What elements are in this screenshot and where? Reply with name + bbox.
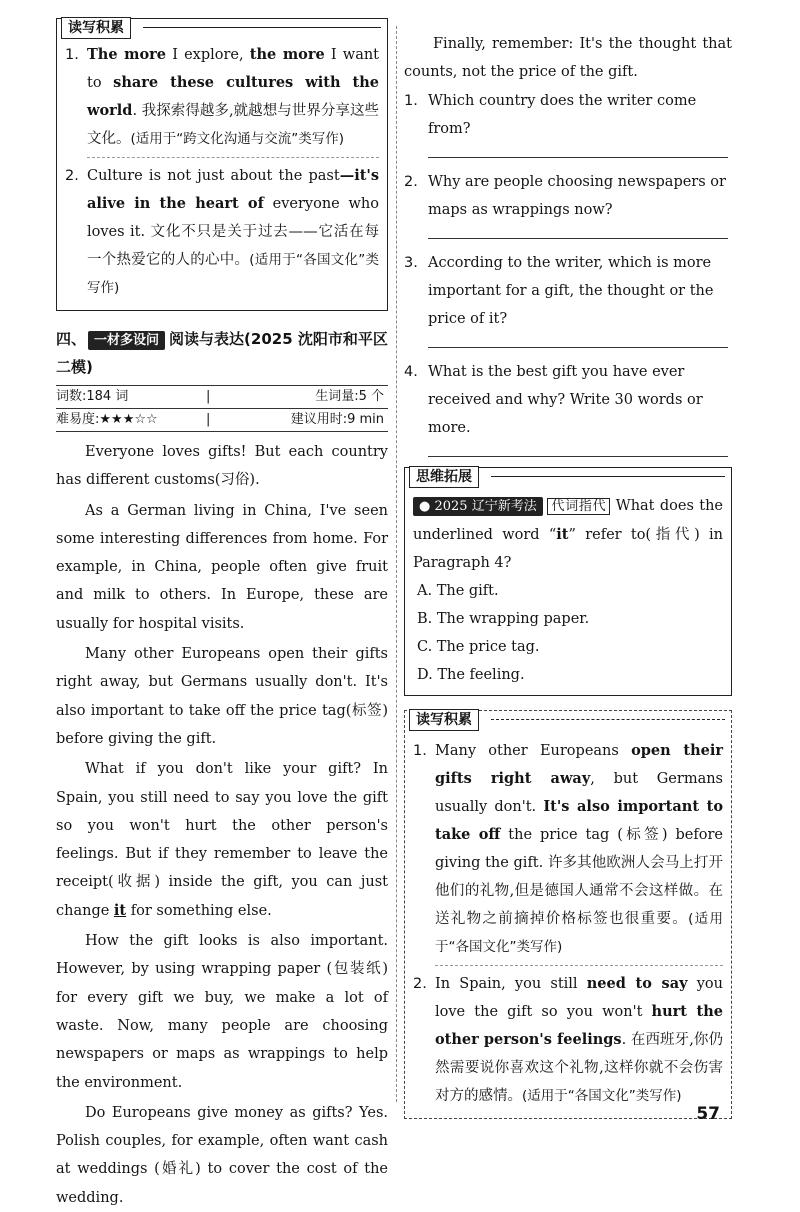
question-text: According to the writer, which is more important for a gift, the thought or the price of it? (428, 254, 714, 327)
item-text (435, 737, 723, 961)
underlined-word: it (113, 901, 127, 919)
bold-phrase: need to say (586, 974, 688, 992)
box-title-rule (491, 719, 725, 720)
section-number: 四、 (56, 330, 87, 348)
box-title: 读写积累 (409, 709, 479, 731)
lightbulb-icon: ● (419, 498, 431, 514)
section-heading (56, 325, 388, 381)
text: for something else. (126, 902, 272, 919)
suggested-time: 建议用时:9 min (290, 412, 384, 427)
bold-word: it (556, 525, 569, 543)
usage-note: (适用于“跨文化沟通与交流”类写作) (130, 131, 345, 147)
box-title: 思维拓展 (409, 466, 479, 488)
question-text: What is the best gift you have ever received and why? Write 30 words or more. (428, 363, 703, 436)
thinking-extension-box (404, 467, 732, 696)
item-number: 2. (65, 168, 79, 184)
item-separator (87, 157, 379, 158)
text: everyone who loves it. 文化不只是关于过去——它活在每一个热爱它的人的心中。 (87, 196, 379, 268)
text: What does the underlined word “ (413, 497, 723, 543)
text: . 我探索得越多,就越想与世界分享这些文化。 (87, 103, 379, 147)
accumulation-box-1 (56, 18, 388, 311)
usage-note: (适用于“各国文化”类写作) (522, 1087, 682, 1104)
new-word-count: 生词量:5 个 (315, 389, 384, 404)
passage-paragraph: How the gift looks is also important. However, by using wrapping paper (包装纸) for every gift we buy, we make a lot of waste. Now, many people are choosing newspapers or maps as wrappings to help the environment. (56, 933, 388, 1091)
text: I want to (87, 47, 380, 91)
text: In Spain, you still (435, 975, 587, 992)
box-title: 读写积累 (61, 17, 131, 39)
question-type-label: 代词指代 (547, 498, 611, 515)
difficulty-rating: 难易度:★★★☆☆ (56, 412, 158, 427)
option-b[interactable]: B. The wrapping paper. (417, 610, 590, 627)
question-number: 3. (404, 254, 418, 271)
passage-paragraph: Many other Europeans open their gifts right away, but Germans usually don't. It's also important to take off the price tag(标签) before giving the gift. (56, 646, 388, 747)
question (404, 168, 732, 224)
text: Culture is not just about the past (87, 168, 340, 184)
text: I explore, (166, 47, 250, 63)
text: you love the gift so you won't (435, 975, 723, 1020)
passage-paragraph: As a German living in China, I've seen some interesting differences from home. For example, in China, people often give fruit and milk to others. In Europe, these are usually for hospital visits. (56, 502, 388, 632)
exam-badge-text: 2025 辽宁新考法 (434, 498, 537, 514)
option-c[interactable]: C. The price tag. (417, 638, 540, 655)
bold-phrase: —it's alive in the heart of (87, 167, 379, 212)
passage-paragraph: Finally, remember: It's the thought that counts, not the price of the gift. (404, 36, 732, 81)
answer-line[interactable] (428, 456, 728, 457)
option-d[interactable]: D. The feeling. (417, 666, 525, 683)
box-title-rule (491, 476, 725, 477)
accumulation-box-2 (404, 710, 732, 1119)
accumulation-item (413, 737, 723, 961)
page-number: 57 (696, 1104, 720, 1124)
accumulation-item (65, 41, 379, 153)
question-text: Why are people choosing newspapers or maps as wrappings now? (428, 173, 726, 218)
question-number: 1. (404, 92, 418, 109)
meta-row (56, 385, 388, 409)
meta-divider: | (206, 389, 211, 404)
passage-paragraph (56, 755, 388, 925)
extension-question (413, 492, 723, 577)
passage-paragraph: Do Europeans give money as gifts? Yes. Polish couples, for example, often want cash at weddings (婚礼) to cover the cost of the wedding. (56, 1104, 388, 1206)
exam-badge (413, 497, 543, 516)
text: What if you don't like your gift? In Spain, you still need to say you love the gift so you won't hurt the other person's feelings. But if they remember to leave the receipt(收据) inside the gift, you can just change (56, 761, 388, 919)
answer-line[interactable] (428, 157, 728, 158)
bold-phrase: The more (87, 46, 167, 63)
item-text (87, 162, 379, 302)
bold-phrase: It's also important to take off (435, 797, 723, 843)
text: , but Germans usually don't. (435, 770, 723, 815)
accumulation-item (65, 162, 379, 302)
left-column (56, 18, 388, 1212)
bold-phrase: hurt the other person's feelings (435, 1002, 723, 1048)
item-number: 1. (65, 47, 79, 63)
right-column (404, 30, 732, 1119)
question (404, 87, 732, 143)
answer-line[interactable] (428, 238, 728, 239)
section-badge: 一材多设问 (88, 331, 165, 350)
usage-note: (适用于“各国文化”类写作) (435, 910, 723, 955)
question (404, 358, 732, 442)
option-a[interactable]: A. The gift. (417, 582, 499, 599)
word-count: 词数:184 词 (56, 389, 129, 404)
item-separator (435, 965, 723, 966)
box-title-rule (143, 27, 381, 28)
question-number: 2. (404, 173, 418, 190)
meta-divider: | (206, 412, 211, 427)
bold-phrase: open their gifts right away (435, 741, 723, 787)
section-title: 阅读与表达(2025 沈阳市和平区二模) (56, 330, 388, 376)
column-divider (396, 26, 397, 1102)
item-number: 1. (413, 742, 427, 759)
meta-row (56, 409, 388, 432)
passage-paragraph: Everyone loves gifts! But each country has different customs(习俗). (56, 444, 388, 489)
item-text (435, 970, 723, 1110)
bold-phrase: share these cultures with the world (87, 74, 380, 119)
text: ” refer to(指代) in Paragraph 4? (413, 526, 723, 571)
text: . 在西班牙,你仍然需要说你喜欢这个礼物,这样你就不会伤害对方的感情。 (435, 1031, 724, 1104)
item-text (87, 41, 379, 153)
text: the price tag (标签) before giving the gift. 许多其他欧洲人会马上打开他们的礼物,但是德国人通常不会这样做。在送礼物之前摘掉价格标签也很重要。 (435, 826, 723, 927)
bold-phrase: the more (249, 46, 325, 63)
question (404, 249, 732, 333)
item-number: 2. (413, 975, 427, 992)
accumulation-item (413, 970, 723, 1110)
text: Many other Europeans (435, 742, 632, 759)
answer-line[interactable] (428, 347, 728, 348)
question-text: Which country does the writer come from? (428, 92, 697, 137)
usage-note: (适用于“各国文化”类写作) (87, 252, 379, 296)
question-number: 4. (404, 363, 418, 380)
